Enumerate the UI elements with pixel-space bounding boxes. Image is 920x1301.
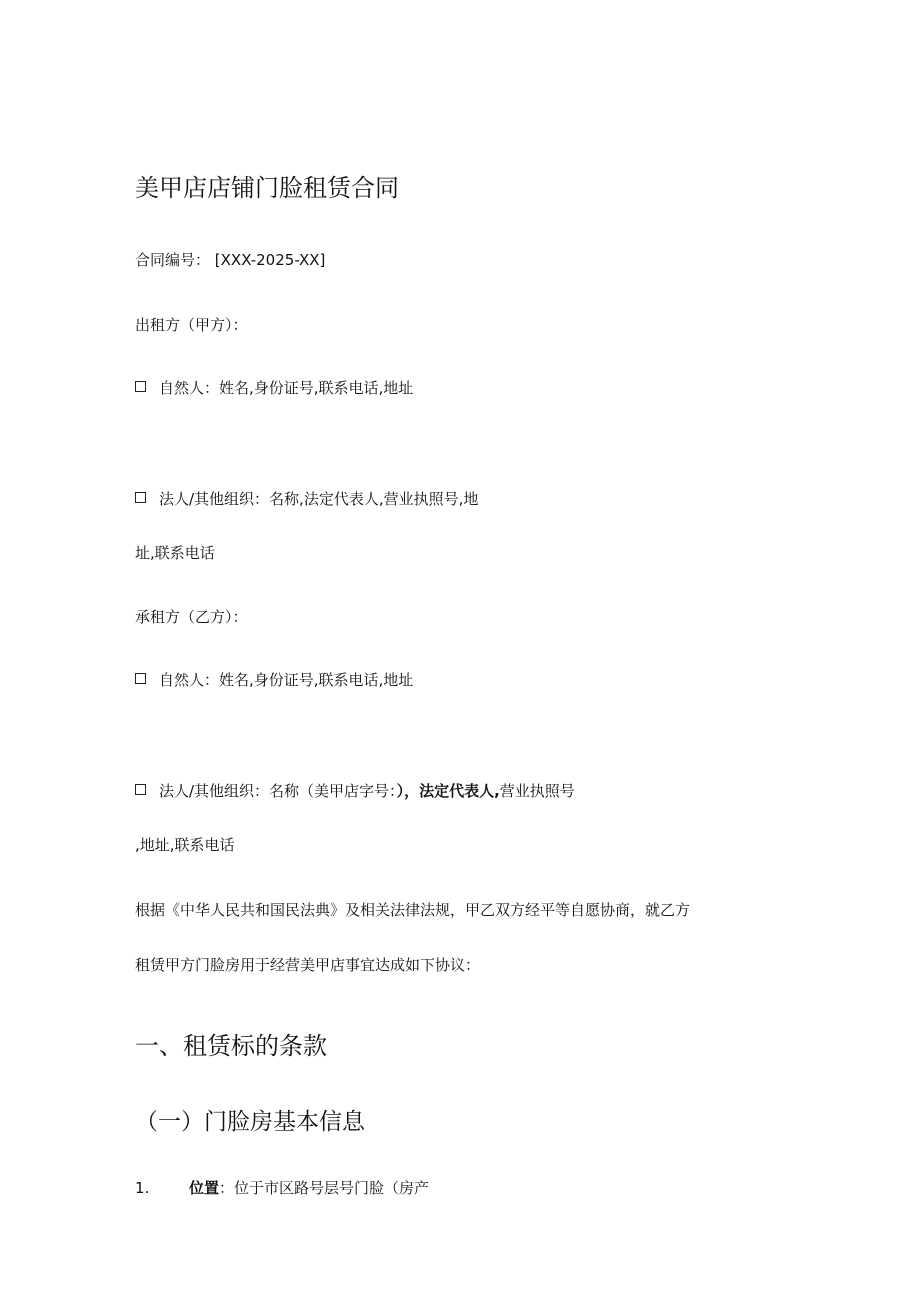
list-item-text: ：位于市区路号层号门脸（房产 [219, 1179, 430, 1197]
checkbox-icon[interactable] [135, 673, 146, 684]
lessor-heading: 出租方（甲方）： [135, 316, 248, 334]
lessee-natural-person-option [135, 670, 413, 690]
lessee-legal-entity-continuation: ,地址,联系电话 [135, 836, 235, 854]
contract-number-value: [XXX-2025-XX] [214, 251, 326, 269]
list-item-label: 位置 [189, 1179, 220, 1197]
lessee-legal-entity-option [135, 781, 575, 801]
lessor-natural-person-option [135, 378, 413, 398]
lessee-legal-entity-text-a: 法人/其他组织：名称（美甲店字号： [159, 782, 397, 800]
lessor-legal-entity-continuation: 址,联系电话 [135, 544, 215, 562]
checkbox-icon[interactable] [135, 492, 146, 503]
lessor-natural-person-text: 自然人：姓名,身份证号,联系电话,地址 [159, 379, 414, 397]
section-heading: 一、租赁标的条款 [135, 1032, 327, 1060]
subsection-heading: （一）门脸房基本信息 [135, 1109, 365, 1135]
contract-number-label: 合同编号： [135, 251, 211, 269]
lessee-heading: 承租方（乙方）： [135, 608, 248, 626]
checkbox-icon[interactable] [135, 381, 146, 392]
preamble-line-1: 根据《中华人民共和国民法典》及相关法律法规，甲乙双方经平等自愿协商，就乙方 [135, 901, 691, 919]
checkbox-icon[interactable] [135, 784, 146, 795]
document-title: 美甲店店铺门脸租赁合同 [135, 174, 399, 202]
preamble-line-2: 租赁甲方门脸房用于经营美甲店事宜达成如下协议： [135, 956, 481, 974]
lessor-legal-entity-option [135, 489, 478, 509]
lessee-natural-person-text: 自然人：姓名,身份证号,联系电话,地址 [159, 671, 414, 689]
list-item-number: 1. [135, 1179, 150, 1197]
lessor-legal-entity-text: 法人/其他组织：名称,法定代表人,营业执照号,地 [159, 490, 479, 508]
list-item [135, 1178, 429, 1198]
contract-number [135, 250, 325, 270]
lessee-legal-entity-text-b: ），法定代表人, [396, 782, 500, 800]
lessee-legal-entity-text-c: 营业执照号 [499, 782, 575, 800]
